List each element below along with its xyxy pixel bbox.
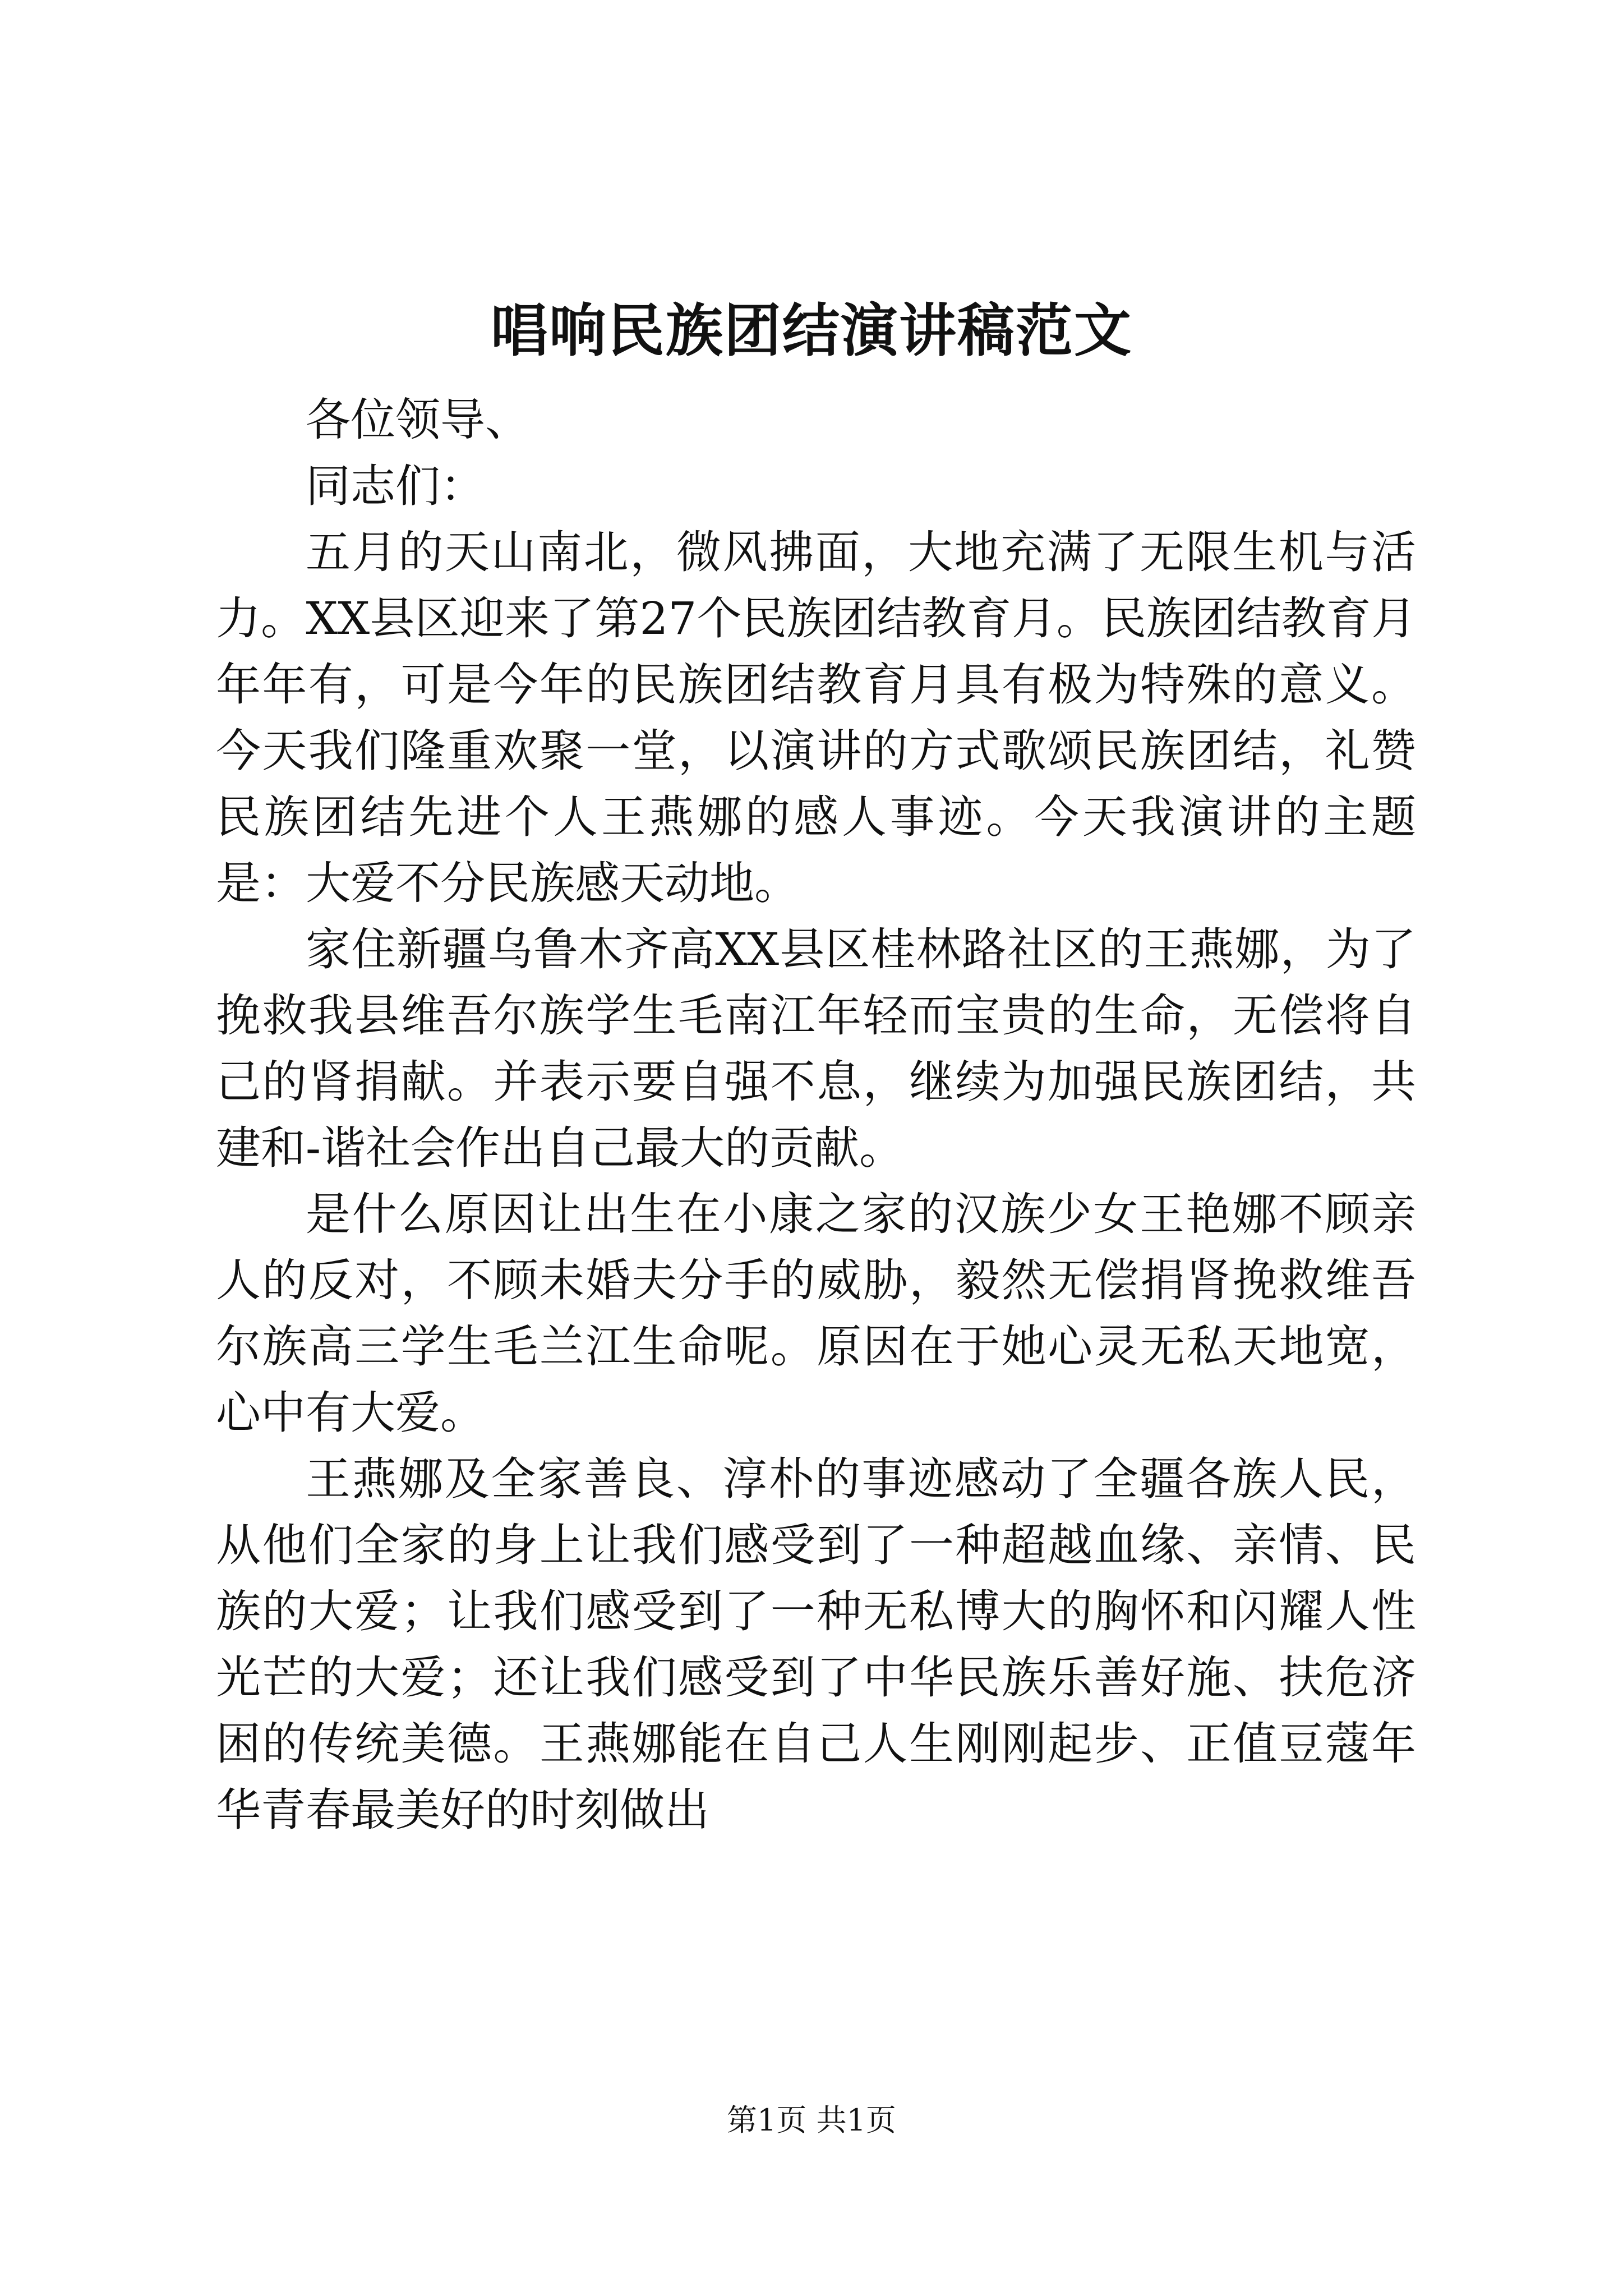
paragraph-story: 家住新疆乌鲁木齐高XX县区桂林路社区的王燕娜，为了挽救我县维吾尔族学生毛南江年轻而宝贵的生命，无偿将自己的肾捐献。并表示要自强不息，继续为加强民族团结，共建和-谐社会作出自己最大的贡献。 xyxy=(216,923,1416,1174)
document-title: 唱响民族团结演讲稿范文 xyxy=(491,297,1132,365)
document-body xyxy=(216,387,1416,1843)
salutation-comrades: 同志们： xyxy=(306,460,485,512)
salutation-leaders: 各位领导、 xyxy=(306,394,530,446)
paragraph-reason: 是什么原因让出生在小康之家的汉族少女王艳娜不顾亲人的反对，不顾未婚夫分手的威胁，毅然无偿捐肾挽救维吾尔族高三学生毛兰江生命呢。原因在于她心灵无私天地宽，心中有大爱。 xyxy=(216,1188,1416,1439)
paragraph-impact: 王燕娜及全家善良、淳朴的事迹感动了全疆各族人民，从他们全家的身上让我们感受到了一种超越血缘、亲情、民族的大爱；让我们感受到了一种无私博大的胸怀和闪耀人性光芒的大爱；还让我们感受到了中华民族乐善好施、扶危济困的传统美德。王燕娜能在自己人生刚刚起步、正值豆蔻年华青春最美好的时刻做出 xyxy=(216,1453,1416,1836)
page-footer: 第1页 共1页 xyxy=(727,2102,896,2138)
paragraph-intro: 五月的天山南北，微风拂面，大地充满了无限生机与活力。XX县区迎来了第27个民族团结教育月。民族团结教育月年年有，可是今年的民族团结教育月具有极为特殊的意义。今天我们隆重欢聚一堂，以演讲的方式歌颂民族团结，礼赞民族团结先进个人王燕娜的感人事迹。今天我演讲的主题是：大爱不分民族感天动地。 xyxy=(216,526,1416,909)
